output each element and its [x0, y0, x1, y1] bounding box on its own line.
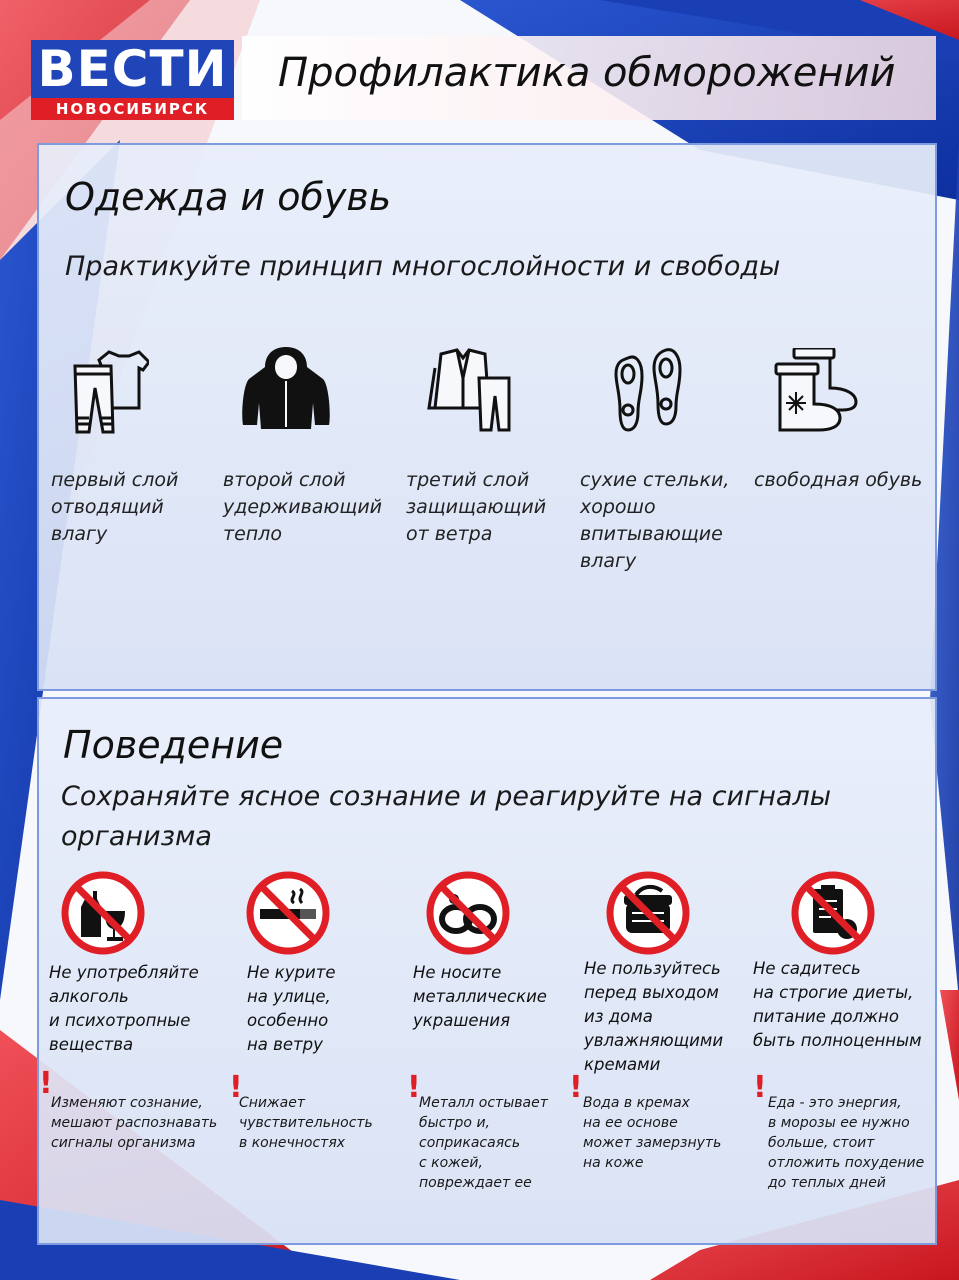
clothing-caption-2: второй слой удерживающий тепло: [223, 469, 383, 545]
behavior-text-5: Не садитесь на строгие диеты, питание должно быть полноценным: [753, 959, 922, 1050]
behavior-text-3: Не носите металлические украшения: [413, 963, 547, 1030]
title-bar: [242, 36, 936, 120]
behavior-note-2: Снижает чувствительность в конечностях: [239, 1095, 373, 1151]
behavior-text-1: Не употребляйте алкоголь и психотропные вещества: [49, 963, 199, 1054]
insoles-icon: [614, 348, 684, 432]
warning-icon: !: [407, 1070, 421, 1105]
clothing-heading: Одежда и обувь: [65, 175, 392, 219]
no-alcohol-icon: [61, 871, 145, 955]
warning-icon: !: [39, 1066, 53, 1101]
no-jewelry-icon: [426, 871, 510, 955]
behavior-note-1: Изменяют сознание, мешают распознавать сигналы организма: [51, 1095, 218, 1151]
clothing-caption-4: сухие стельки, хорошо впитывающие влагу: [580, 469, 730, 572]
page-title: Профилактика обморожений: [278, 50, 896, 96]
behavior-subheading: Сохраняйте ясное сознание и реагируйте на сигналы организма: [61, 781, 832, 852]
thermal-underwear-icon: [69, 348, 149, 434]
clothing-caption-5: свободная обувь: [754, 469, 923, 491]
warning-icon: !: [753, 1070, 767, 1105]
behavior-heading: Поведение: [63, 723, 284, 767]
behavior-note-3: Металл остывает быстро и, соприкасаясь с кожей, повреждает ее: [419, 1095, 548, 1191]
suit-icon: [427, 348, 511, 432]
no-diet-icon: [791, 871, 875, 955]
warning-icon: !: [229, 1070, 243, 1105]
no-cream-icon: [606, 871, 690, 955]
clothing-caption-1: первый слой отводящий влагу: [51, 469, 179, 545]
behavior-text-2: Не курите на улице, особенно на ветру: [247, 963, 336, 1054]
clothing-panel: [37, 143, 937, 691]
hooded-jacket-icon: [241, 345, 331, 431]
vesti-logo: [31, 40, 234, 120]
behavior-panel: [37, 697, 937, 1245]
behavior-note-4: Вода в кремах на ее основе может замерзнуть на коже: [583, 1095, 722, 1171]
behavior-text-4: Не пользуйтесь перед выходом из дома увлажняющими кремами: [584, 959, 724, 1074]
logo-sub-text: НОВОСИБИРСК: [31, 98, 234, 120]
logo-main-text: ВЕСТИ: [37, 40, 228, 98]
no-smoking-icon: [246, 871, 330, 955]
felt-boots-icon: [774, 348, 858, 432]
behavior-note-5: Еда - это энергия, в морозы ее нужно больше, стоит отложить похудение до теплых дней: [768, 1095, 925, 1191]
clothing-subheading: Практикуйте принцип многослойности и свободы: [65, 251, 781, 282]
warning-icon: !: [569, 1070, 583, 1105]
clothing-caption-3: третий слой защищающий от ветра: [406, 469, 547, 545]
